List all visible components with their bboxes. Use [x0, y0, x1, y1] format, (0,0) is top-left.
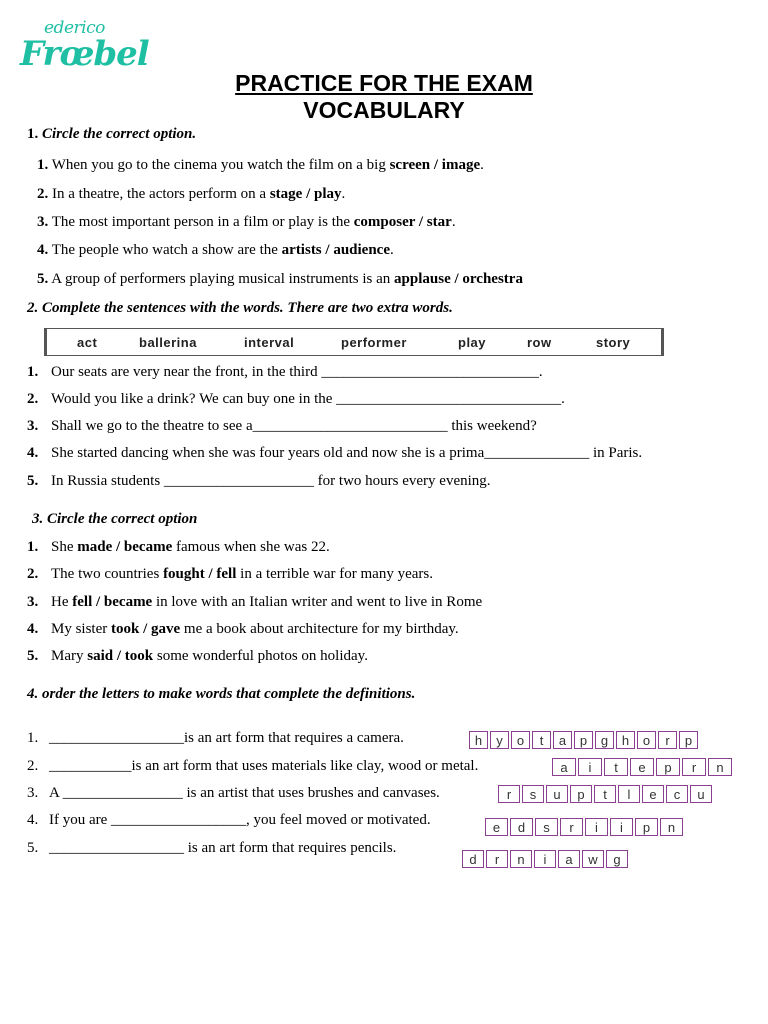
logo-line-1: ederico — [44, 18, 105, 38]
word-bank-word: ballerina — [139, 335, 197, 350]
item-text: In a theatre, the actors perform on a — [52, 186, 270, 202]
letter-tile[interactable]: l — [618, 785, 640, 803]
letter-tile[interactable]: d — [462, 850, 484, 868]
item-options[interactable]: artists / audience — [281, 242, 390, 258]
s3-item — [27, 594, 482, 611]
item-options[interactable]: composer / star — [353, 214, 452, 230]
item-options[interactable]: screen / image — [389, 157, 481, 173]
fill-in-sentence[interactable]: She started dancing when she was four years old and now she is a prima______________ in Paris. — [51, 445, 643, 461]
letter-tile[interactable]: a — [552, 758, 576, 776]
letter-tile[interactable]: e — [630, 758, 654, 776]
item-text: My sister — [51, 621, 111, 637]
letter-tile[interactable]: r — [658, 731, 677, 749]
letter-tile[interactable]: s — [522, 785, 544, 803]
letter-tile[interactable]: d — [510, 818, 533, 836]
page-title: PRACTICE FOR THE EXAM — [235, 70, 533, 96]
letter-tile[interactable]: t — [532, 731, 551, 749]
item-number: 3. — [27, 594, 39, 610]
letter-tile[interactable]: a — [553, 731, 572, 749]
item-number: 2. — [27, 566, 39, 582]
letter-tiles-5 — [462, 850, 628, 870]
letter-tile[interactable]: o — [637, 731, 656, 749]
s3-item — [27, 621, 459, 638]
s2-item — [27, 445, 642, 462]
s1-item — [37, 157, 484, 174]
letter-tiles-4 — [485, 818, 683, 838]
letter-tile[interactable]: y — [490, 731, 509, 749]
item-number: 3. — [27, 418, 39, 434]
letter-tile[interactable]: p — [656, 758, 680, 776]
letter-tile[interactable]: p — [635, 818, 658, 836]
school-logo — [20, 18, 149, 74]
item-options[interactable]: stage / play — [269, 186, 342, 202]
letter-tile[interactable]: r — [560, 818, 583, 836]
item-text: Mary — [51, 648, 88, 664]
fill-in-sentence[interactable]: Would you like a drink? We can buy one in the ______________________________. — [51, 391, 565, 407]
item-number: 5. — [27, 840, 39, 856]
section-1-number: 1. — [27, 126, 39, 142]
letter-tile[interactable]: r — [682, 758, 706, 776]
definition-sentence[interactable]: If you are __________________, you feel moved or motivated. — [49, 812, 431, 828]
s4-item — [27, 812, 431, 829]
item-number: 5. — [37, 271, 49, 287]
s2-item — [27, 391, 565, 408]
letter-tile[interactable]: c — [666, 785, 688, 803]
s1-item — [37, 242, 394, 259]
letter-tile[interactable]: i — [585, 818, 608, 836]
letter-tile[interactable]: w — [582, 850, 604, 868]
fill-in-sentence[interactable]: Shall we go to the theatre to see a__________________________ this weekend? — [51, 418, 537, 434]
word-bank-word: row — [527, 335, 552, 350]
s4-item — [27, 758, 478, 775]
section-3-heading: 3. Circle the correct option — [32, 511, 198, 527]
item-end: in a terrible war for many years. — [236, 566, 433, 582]
letter-tile[interactable]: p — [679, 731, 698, 749]
item-number: 2. — [27, 391, 39, 407]
letter-tile[interactable]: u — [546, 785, 568, 803]
word-bank-word: story — [596, 335, 631, 350]
letter-tile[interactable]: p — [574, 731, 593, 749]
item-end: . — [389, 242, 394, 258]
letter-tile[interactable]: g — [606, 850, 628, 868]
letter-tile[interactable]: e — [485, 818, 508, 836]
item-number: 5. — [27, 648, 39, 664]
letter-tile[interactable]: p — [570, 785, 592, 803]
item-options[interactable]: made / became — [77, 539, 173, 555]
s4-item — [27, 840, 396, 857]
word-bank — [44, 328, 664, 356]
word-bank-word: performer — [341, 335, 407, 350]
s2-item — [27, 418, 537, 435]
item-options[interactable]: took / gave — [111, 621, 181, 637]
letter-tile[interactable]: s — [535, 818, 558, 836]
letter-tile[interactable]: t — [604, 758, 628, 776]
item-end: . — [451, 214, 456, 230]
s4-item — [27, 730, 404, 747]
definition-sentence[interactable]: __________________ is an art form that requires pencils. — [49, 840, 397, 856]
item-options[interactable]: fought / fell — [163, 566, 237, 582]
item-number: 2. — [27, 758, 39, 774]
letter-tile[interactable]: r — [498, 785, 520, 803]
word-bank-word: act — [77, 335, 98, 350]
letter-tile[interactable]: n — [510, 850, 532, 868]
letter-tiles-1 — [469, 731, 698, 751]
fill-in-sentence[interactable]: In Russia students ____________________ for two hours every evening. — [51, 473, 491, 489]
letter-tile[interactable]: i — [578, 758, 602, 776]
letter-tile[interactable]: h — [616, 731, 635, 749]
s1-item — [37, 186, 345, 203]
item-number: 4. — [37, 242, 49, 258]
item-options[interactable]: said / took — [87, 648, 154, 664]
item-options[interactable]: fell / became — [72, 594, 153, 610]
letter-tile[interactable]: i — [534, 850, 556, 868]
letter-tile[interactable]: e — [642, 785, 664, 803]
s1-item — [37, 214, 456, 231]
item-number: 1. — [27, 364, 39, 380]
letter-tile[interactable]: n — [660, 818, 683, 836]
s1-item — [37, 271, 523, 288]
letter-tile[interactable]: u — [690, 785, 712, 803]
item-text: A group of performers playing musical instruments is an — [51, 271, 395, 287]
letter-tiles-2 — [552, 758, 732, 778]
item-text: The most important person in a film or play is the — [51, 214, 354, 230]
section-1-heading — [27, 126, 196, 143]
letter-tile[interactable]: g — [595, 731, 614, 749]
s2-item — [27, 364, 543, 381]
item-end: . — [341, 186, 346, 202]
letter-tile[interactable]: r — [486, 850, 508, 868]
fill-in-sentence[interactable]: Our seats are very near the front, in the third _____________________________. — [51, 364, 543, 380]
letter-tile[interactable]: h — [469, 731, 488, 749]
item-text: The two countries — [51, 566, 164, 582]
item-number: 4. — [27, 445, 39, 461]
section-4-heading: 4. order the letters to make words that complete the definitions. — [27, 686, 416, 702]
s2-item — [27, 473, 491, 490]
item-end: in love with an Italian writer and went to live in Rome — [152, 594, 483, 610]
item-number: 3. — [27, 785, 39, 801]
section-2-heading: 2. Complete the sentences with the words. There are two extra words. — [27, 300, 453, 316]
letter-tile[interactable]: n — [708, 758, 732, 776]
definition-sentence[interactable]: __________________is an art form that requires a camera. — [49, 730, 404, 746]
s3-item — [27, 539, 330, 556]
item-end: me a book about architecture for my birthday. — [180, 621, 459, 637]
item-text: She — [51, 539, 78, 555]
word-bank-word: interval — [244, 335, 295, 350]
item-number: 4. — [27, 621, 39, 637]
letter-tile[interactable]: o — [511, 731, 530, 749]
item-end: some wonderful photos on holiday. — [153, 648, 368, 664]
definition-sentence[interactable]: ___________is an art form that uses materials like clay, wood or metal. — [49, 758, 479, 774]
item-number: 1. — [37, 157, 49, 173]
item-text: When you go to the cinema you watch the film on a big — [51, 157, 390, 173]
item-number: 4. — [27, 812, 39, 828]
logo-line-2: Frœbel — [20, 34, 149, 74]
item-number: 5. — [27, 473, 39, 489]
item-text: He — [51, 594, 73, 610]
letter-tile[interactable]: t — [594, 785, 616, 803]
letter-tile[interactable]: a — [558, 850, 580, 868]
item-number: 1. — [27, 539, 39, 555]
s3-item — [27, 566, 433, 583]
word-bank-word: play — [458, 335, 487, 350]
page-subtitle: VOCABULARY — [303, 97, 465, 123]
item-number: 1. — [27, 730, 39, 746]
section-1-heading-text: Circle the correct option. — [42, 126, 197, 142]
s3-item — [27, 648, 368, 665]
letter-tile[interactable]: i — [610, 818, 633, 836]
item-number: 2. — [37, 186, 49, 202]
item-end: famous when she was 22. — [172, 539, 330, 555]
definition-sentence[interactable]: A ________________ is an artist that uses brushes and canvases. — [49, 785, 440, 801]
item-number: 3. — [37, 214, 49, 230]
s4-item — [27, 785, 440, 802]
letter-tiles-3 — [498, 785, 712, 805]
item-text: The people who watch a show are the — [51, 242, 282, 258]
item-options[interactable]: applause / orchestra — [394, 271, 523, 287]
item-end: . — [480, 157, 484, 173]
